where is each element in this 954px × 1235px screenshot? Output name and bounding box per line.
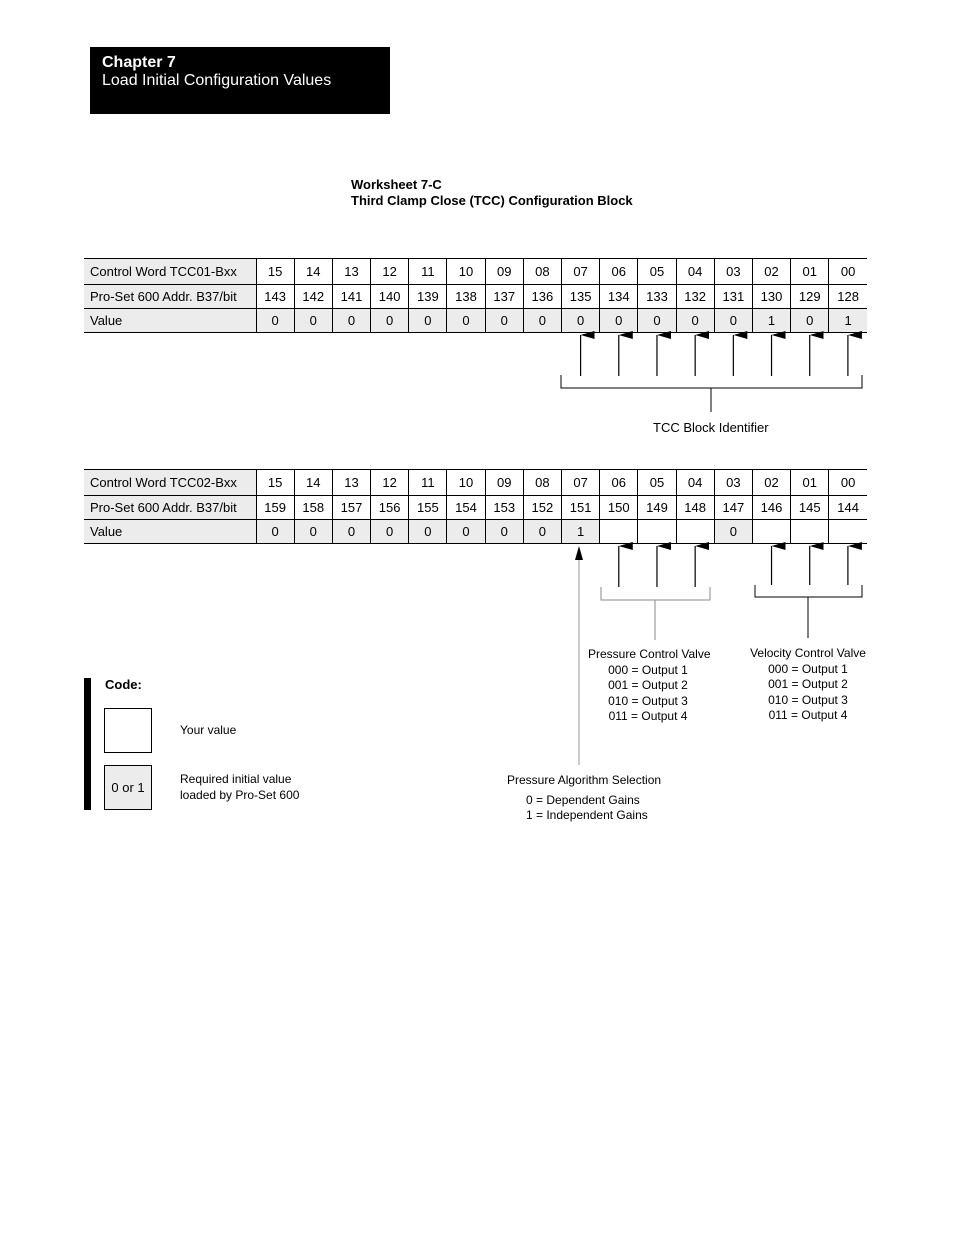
bit-cell: 138 — [447, 285, 485, 309]
bit-cell: 1 — [752, 309, 790, 333]
bit-cell: 134 — [600, 285, 638, 309]
bit-cell: 142 — [294, 285, 332, 309]
bit-cell: 143 — [256, 285, 294, 309]
bit-cell: 12 — [371, 259, 409, 285]
bit-cell: 01 — [791, 259, 829, 285]
required-value-label — [180, 772, 299, 803]
bit-cell: 0 — [714, 309, 752, 333]
pressure-valve-opt-3: 010 = Output 3 — [608, 693, 688, 708]
bit-cell: 0 — [294, 520, 332, 544]
velocity-valve-opt-4: 011 = Output 4 — [768, 708, 848, 722]
row-label: Control Word TCC02-Bxx — [84, 470, 256, 496]
bit-cell: 0 — [332, 309, 370, 333]
bit-cell: 06 — [600, 259, 638, 285]
bit-cell: 0 — [562, 309, 600, 333]
code-legend-bar — [84, 678, 91, 810]
bit-cell: 15 — [256, 259, 294, 285]
velocity-valve-bracket — [755, 585, 862, 638]
bit-cell: 04 — [676, 470, 714, 496]
bit-cell: 133 — [638, 285, 676, 309]
bit-cell: 00 — [829, 470, 867, 496]
velocity-valve-opt-2: 001 = Output 2 — [768, 677, 848, 691]
bit-cell: 0 — [409, 309, 447, 333]
bit-cell: 0 — [447, 520, 485, 544]
your-value-swatch — [104, 708, 152, 753]
pressure-valve-opt-2: 001 = Output 2 — [608, 678, 688, 692]
bit-cell: 139 — [409, 285, 447, 309]
bit-cell: 130 — [752, 285, 790, 309]
bit-cell: 09 — [485, 259, 523, 285]
velocity-valve-title: Velocity Control Valve — [750, 646, 866, 660]
worksheet-number: Worksheet 7-C — [351, 177, 442, 192]
worksheet-title: Third Clamp Close (TCC) Configuration Block — [351, 193, 633, 208]
pressure-valve-opt-1: 000 = Output 1 — [608, 662, 688, 677]
bit-cell: 0 — [371, 309, 409, 333]
bit-cell: 147 — [714, 496, 752, 520]
bit-cell: 0 — [294, 309, 332, 333]
bit-cell: 09 — [485, 470, 523, 496]
pressure-valve-title: Pressure Control Valve — [588, 647, 711, 661]
your-value-label: Your value — [180, 723, 237, 737]
bit-cell: 12 — [371, 470, 409, 496]
velocity-valve-opt-3: 010 = Output 3 — [768, 692, 848, 707]
bit-cell: 0 — [714, 520, 752, 544]
bit-cell: 0 — [676, 309, 714, 333]
bit-cell: 07 — [562, 470, 600, 496]
chapter-number: Chapter 7 — [102, 54, 176, 71]
bit-cell: 137 — [485, 285, 523, 309]
bit-cell: 05 — [638, 470, 676, 496]
bit-cell: 01 — [791, 470, 829, 496]
bit-cell: 153 — [485, 496, 523, 520]
required-value-swatch — [104, 765, 152, 810]
bit-cell: 10 — [447, 259, 485, 285]
bit-cell: 13 — [332, 470, 370, 496]
bit-cell: 05 — [638, 259, 676, 285]
bit-cell: 0 — [371, 520, 409, 544]
bit-cell: 03 — [714, 259, 752, 285]
pressure-algorithm-opt-1: 0 = Dependent Gains — [526, 792, 640, 807]
bit-cell: 11 — [409, 259, 447, 285]
bit-cell: 0 — [447, 309, 485, 333]
bit-cell: 0 — [485, 309, 523, 333]
row-label: Pro-Set 600 Addr. B37/bit — [84, 285, 256, 309]
bit-cell: 135 — [562, 285, 600, 309]
bit-cell: 0 — [791, 309, 829, 333]
bit-cell: 0 — [256, 520, 294, 544]
bit-cell: 02 — [752, 470, 790, 496]
code-legend-title: Code: — [105, 677, 142, 692]
bit-cell: 155 — [409, 496, 447, 520]
bit-cell: 0 — [485, 520, 523, 544]
pressure-algorithm-title: Pressure Algorithm Selection — [507, 773, 662, 787]
bit-cell: 06 — [600, 470, 638, 496]
bit-cell: 150 — [600, 496, 638, 520]
row-label: Pro-Set 600 Addr. B37/bit — [84, 496, 256, 520]
bit-cell: 129 — [791, 285, 829, 309]
bit-cell: 140 — [371, 285, 409, 309]
bit-cell: 151 — [562, 496, 600, 520]
pressure-control-valve — [588, 647, 711, 725]
bit-cell: 132 — [676, 285, 714, 309]
pressure-valve-bracket — [601, 587, 710, 640]
bit-cell: 0 — [638, 309, 676, 333]
bit-cell: 141 — [332, 285, 370, 309]
bit-cell: 1 — [829, 309, 867, 333]
bit-cell: 146 — [752, 496, 790, 520]
bit-cell: 10 — [447, 470, 485, 496]
bit-cell: 149 — [638, 496, 676, 520]
bit-cell: 02 — [752, 259, 790, 285]
bit-cell: 0 — [523, 520, 561, 544]
bit-cell: 0 — [256, 309, 294, 333]
pressure-algorithm-selection — [507, 773, 661, 824]
required-value-line-2: loaded by Pro-Set 600 — [180, 787, 300, 802]
bit-cell: 14 — [294, 259, 332, 285]
bit-cell: 158 — [294, 496, 332, 520]
bit-cell: 159 — [256, 496, 294, 520]
bit-cell: 04 — [676, 259, 714, 285]
bit-cell: 154 — [447, 496, 485, 520]
chapter-title: Load Initial Configuration Values — [102, 72, 332, 89]
bit-cell: 07 — [562, 259, 600, 285]
bit-cell: 144 — [829, 496, 867, 520]
bit-cell: 08 — [523, 259, 561, 285]
bit-cell: 14 — [294, 470, 332, 496]
velocity-control-valve — [750, 646, 866, 724]
bit-cell: 15 — [256, 470, 294, 496]
velocity-valve-opt-1: 000 = Output 1 — [768, 661, 848, 676]
bit-cell: 145 — [791, 496, 829, 520]
bit-cell: 148 — [676, 496, 714, 520]
tcc-block-identifier-label: TCC Block Identifier — [653, 420, 769, 435]
pressure-algorithm-opt-2: 1 = Independent Gains — [526, 808, 648, 822]
tcc-block-bracket — [561, 375, 862, 412]
bit-cell: 131 — [714, 285, 752, 309]
bit-cell: 136 — [523, 285, 561, 309]
required-value-swatch-text: 0 or 1 — [111, 780, 145, 795]
required-value-line-1: Required initial value — [180, 772, 292, 786]
bit-cell: 0 — [523, 309, 561, 333]
bit-cell: 128 — [829, 285, 867, 309]
bit-cell: 13 — [332, 259, 370, 285]
bit-cell: 08 — [523, 470, 561, 496]
bit-cell: 157 — [332, 496, 370, 520]
bit-cell: 156 — [371, 496, 409, 520]
bit-cell: 1 — [562, 520, 600, 544]
row-label: Value — [84, 309, 256, 333]
bit-cell: 0 — [409, 520, 447, 544]
bit-cell: 0 — [600, 309, 638, 333]
row-label: Control Word TCC01-Bxx — [84, 259, 256, 285]
bit-cell: 11 — [409, 470, 447, 496]
pressure-valve-opt-4: 011 = Output 4 — [608, 709, 688, 723]
row-label: Value — [84, 520, 256, 544]
bit-cell: 03 — [714, 470, 752, 496]
bit-cell: 00 — [829, 259, 867, 285]
bit-cell: 152 — [523, 496, 561, 520]
bit-cell: 0 — [332, 520, 370, 544]
